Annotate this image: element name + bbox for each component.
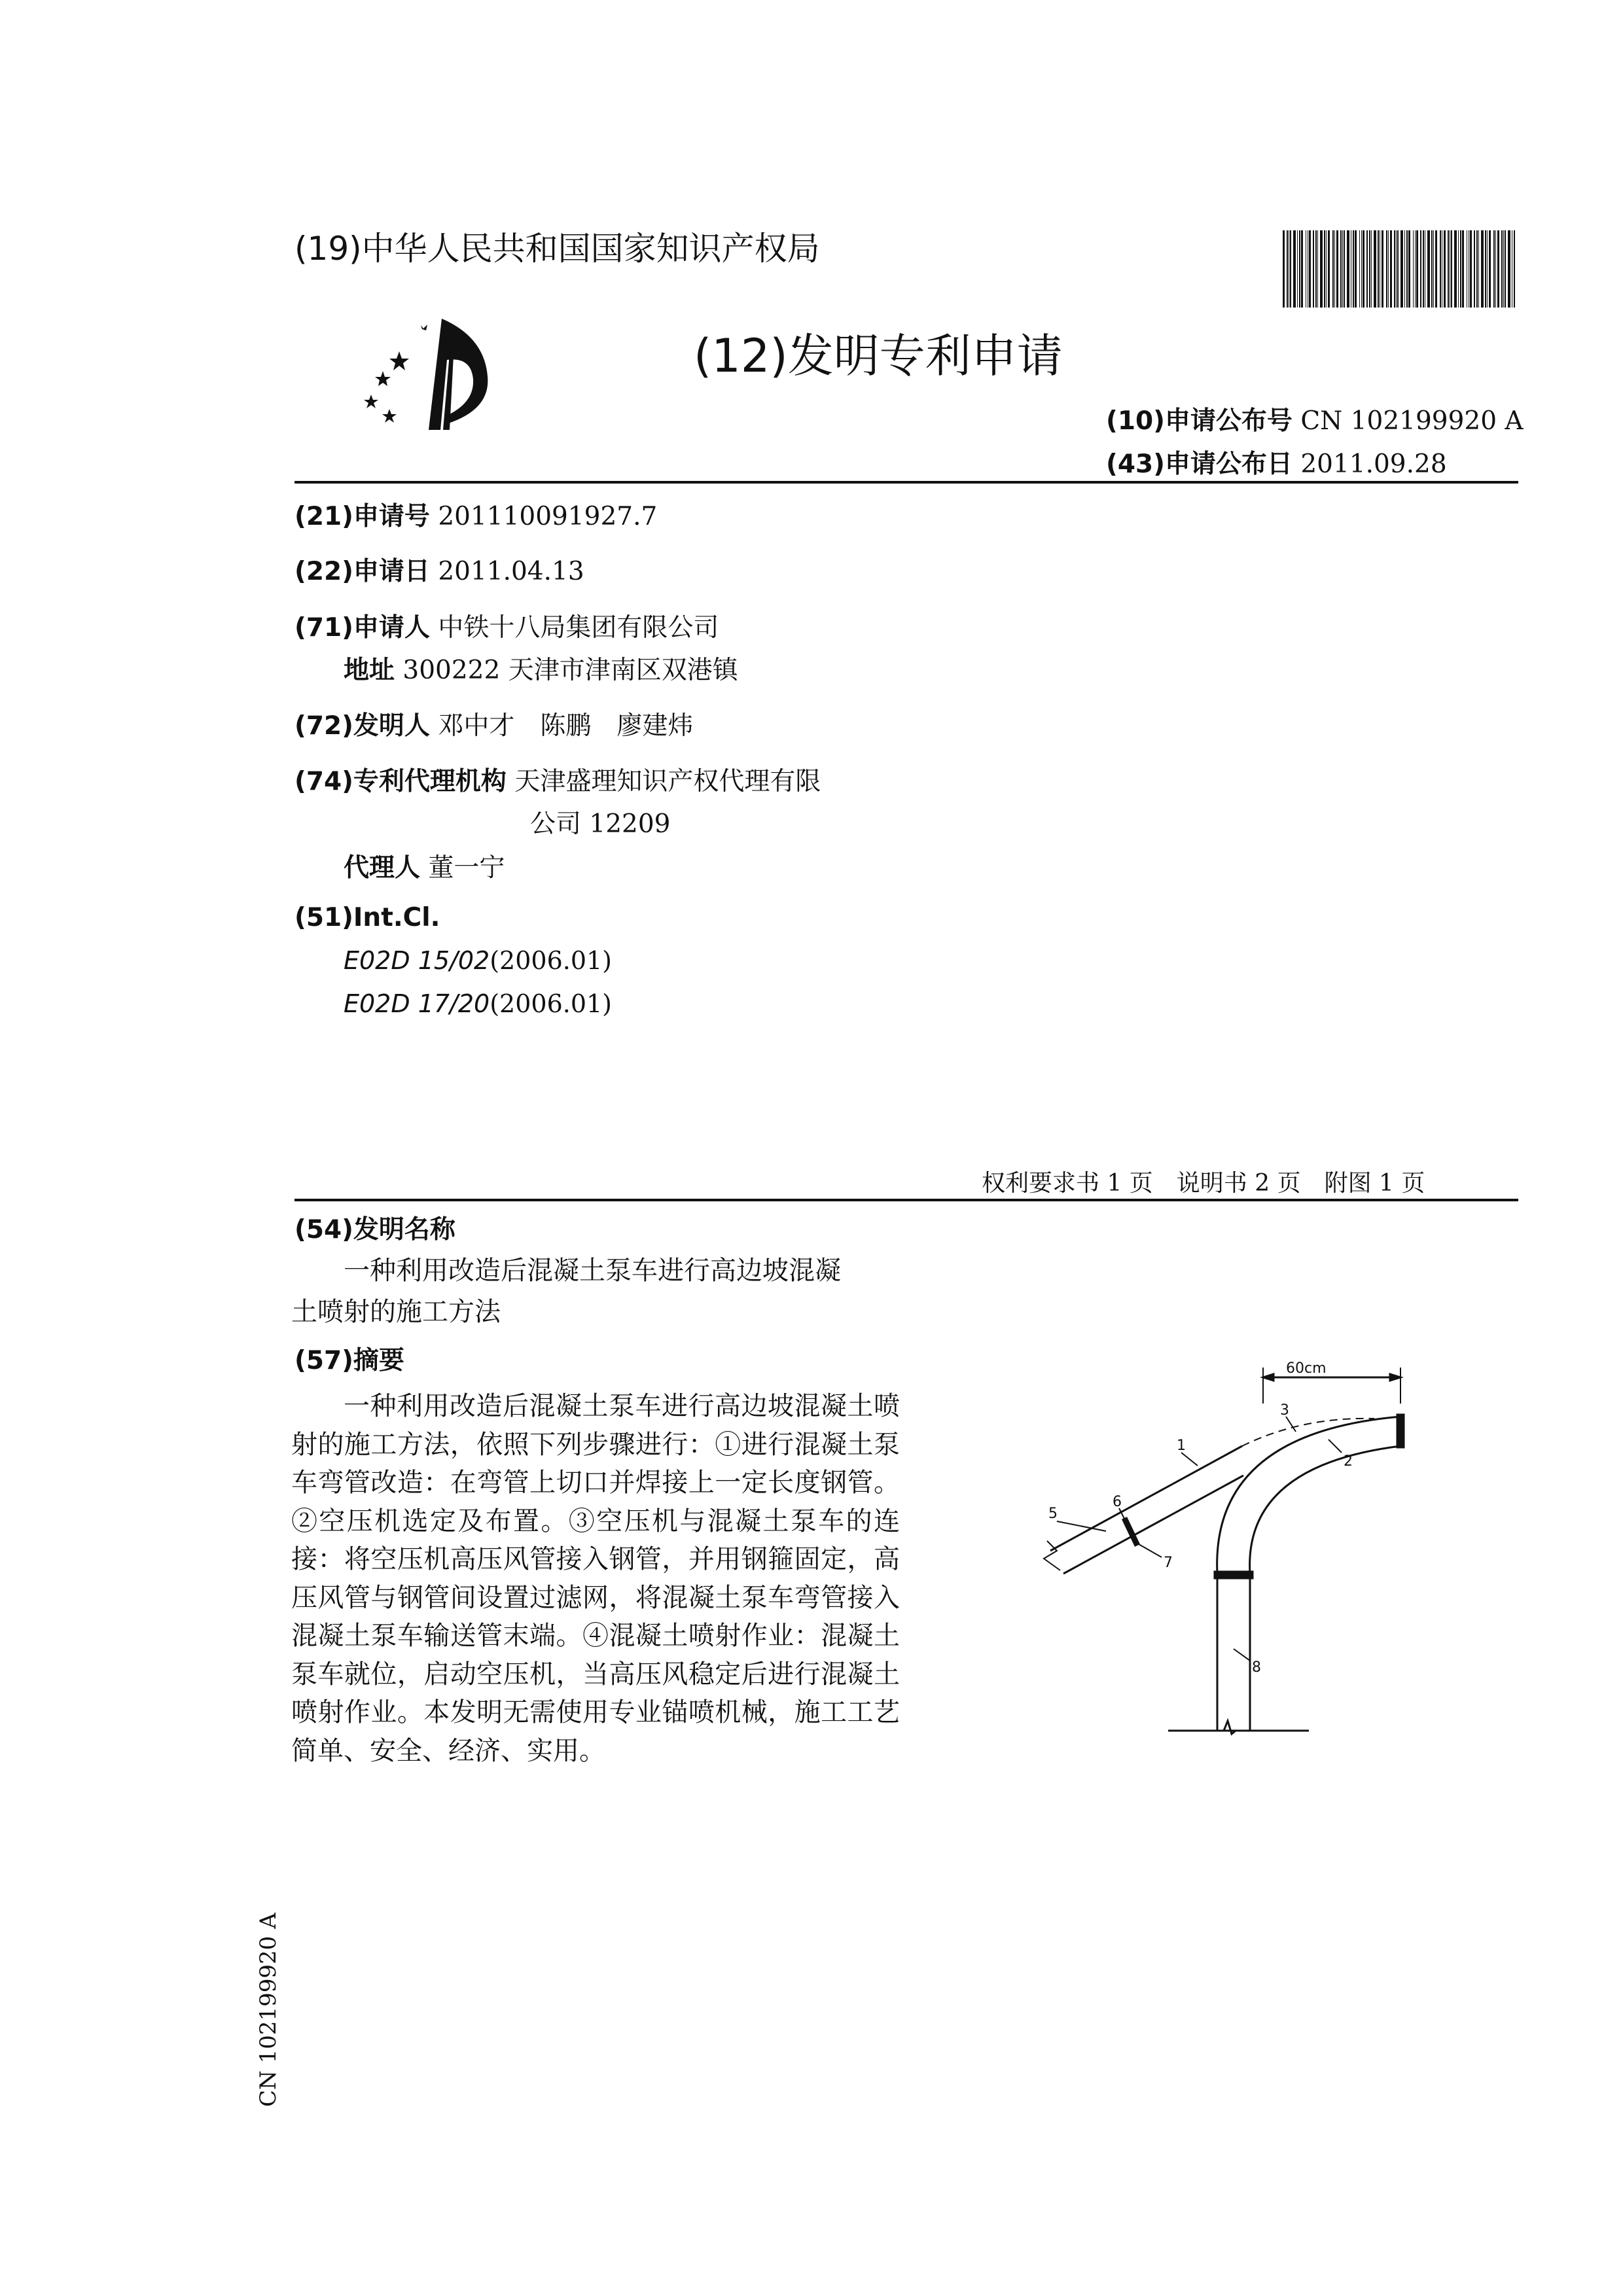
barcode-bar <box>1495 230 1496 308</box>
barcode-bar <box>1290 230 1291 308</box>
filing-date-label: (22)申请日 <box>294 557 430 586</box>
filing-date: 2011.04.13 <box>438 557 584 586</box>
barcode-bar <box>1374 230 1376 308</box>
barcode-bar <box>1344 230 1345 308</box>
dimension-label: 60cm <box>1286 1360 1327 1377</box>
document-type-title: (12)发明专利申请 <box>694 329 1063 383</box>
barcode-bar <box>1474 230 1475 308</box>
barcode-bar <box>1416 230 1418 308</box>
applicant: 中铁十八局集团有限公司 <box>438 613 719 643</box>
invention-title-label: (54)发明名称 <box>294 1215 455 1245</box>
address-label: 地址 <box>344 656 395 685</box>
barcode-bar <box>1366 230 1368 308</box>
invention-title-line-1: 一种利用改造后混凝土泵车进行高边坡混凝 <box>344 1256 841 1286</box>
barcode-bar <box>1371 230 1372 308</box>
barcode-bar <box>1283 230 1285 308</box>
barcode-bar <box>1487 230 1488 308</box>
barcode-bar <box>1324 230 1325 308</box>
ipc-code: E02D 17/20 <box>344 989 490 1018</box>
barcode-bar <box>1361 230 1362 308</box>
barcode-bar <box>1309 230 1311 308</box>
barcode-bar <box>1369 230 1370 308</box>
figure-label-5: 5 <box>1048 1506 1058 1522</box>
barcode-bar <box>1408 230 1410 308</box>
barcode-bar <box>1382 230 1383 308</box>
barcode <box>1283 230 1518 308</box>
steel-pipe-upper <box>1050 1446 1242 1551</box>
barcode-bar <box>1328 230 1330 308</box>
figure-label-2: 2 <box>1344 1453 1353 1470</box>
barcode-bar <box>1458 230 1459 308</box>
publication-number-row <box>1106 400 1524 437</box>
barcode-bar <box>1431 230 1433 308</box>
barcode-bar <box>1397 230 1399 308</box>
figure-label-7: 7 <box>1164 1555 1173 1571</box>
barcode-bar <box>1320 230 1323 308</box>
hose-break-mark <box>1044 1541 1060 1570</box>
barcode-bar <box>1406 230 1408 308</box>
publication-number: CN 102199920 A <box>1300 406 1524 436</box>
agent: 董一宁 <box>428 853 505 883</box>
barcode-bar <box>1501 230 1503 308</box>
barcode-bar <box>1505 230 1506 308</box>
bend-pipe-outer <box>1217 1417 1400 1574</box>
dimension-arrow <box>1263 1374 1274 1381</box>
figure-label-8: 8 <box>1252 1659 1261 1676</box>
barcode-bar <box>1470 230 1472 308</box>
publication-date-row <box>1106 444 1447 480</box>
publication-date-label: (43)申请公布日 <box>1106 450 1293 479</box>
barcode-bar <box>1301 230 1303 308</box>
barcode-bar <box>1396 230 1397 308</box>
barcode-bar <box>1332 230 1334 308</box>
summary-divider <box>294 1199 1518 1201</box>
barcode-bar <box>1451 230 1452 308</box>
barcode-bar <box>1413 230 1414 308</box>
barcode-bar <box>1454 230 1457 308</box>
barcode-bar <box>1404 230 1405 308</box>
page-count-summary: 权利要求书 1 页 说明书 2 页 附图 1 页 <box>982 1170 1425 1197</box>
agency-label: (74)专利代理机构 <box>294 767 507 796</box>
barcode-bar <box>1462 230 1464 308</box>
barcode-bar <box>1317 230 1318 308</box>
ipc-code: E02D 15/02 <box>344 946 490 975</box>
inventors-row <box>294 705 693 742</box>
barcode-bar <box>1476 230 1478 308</box>
applicant-row <box>294 607 719 644</box>
barcode-bar <box>1293 230 1296 308</box>
barcode-bar <box>1478 230 1479 308</box>
ipc-year: (2006.01) <box>490 989 613 1018</box>
publication-number-label: (10)申请公布号 <box>1106 406 1293 436</box>
invention-title-line-2: 土喷射的施工方法 <box>291 1297 501 1327</box>
figure-label-1: 1 <box>1177 1438 1186 1454</box>
cnipa-logo <box>363 311 517 442</box>
barcode-bar <box>1342 230 1343 308</box>
coupling-band <box>1215 1572 1253 1578</box>
barcode-bar <box>1340 230 1342 308</box>
barcode-bar <box>1440 230 1441 308</box>
steel-hoop <box>1124 1518 1137 1545</box>
application-number-row <box>294 496 657 533</box>
inventors: 邓中才 陈鹏 廖建炜 <box>438 711 694 741</box>
barcode-bar <box>1353 230 1354 308</box>
barcode-bar <box>1287 230 1288 308</box>
barcode-bar <box>1378 230 1379 308</box>
abstract-text: 一种利用改造后混凝土泵车进行高边坡混凝土喷射的施工方法，依照下列步骤进行：①进行混凝土泵车弯管改造：在弯管上切口并焊接上一定长度钢管。②空压机选定及布置。③空压机与混凝土泵车的连接：将空压机高压风管接入钢管，并用钢箍固定，高压风管与钢管间设置过滤网，将混凝土泵车弯管接入混凝土泵车输送管末端。④混凝土喷射作业：混凝土泵车就位，启动空压机，当高压风稳定后进行混凝土喷射作业。本发明无需使用专业锚喷机械，施工工艺简单、安全、经济、实用。 <box>291 1391 900 1766</box>
applicant-label: (71)申请人 <box>294 613 430 643</box>
barcode-bar <box>1427 230 1430 308</box>
header-divider <box>294 481 1518 484</box>
abstract-figure <box>1034 1354 1414 1747</box>
barcode-bar <box>1435 230 1437 308</box>
barcode-bar <box>1334 230 1335 308</box>
barcode-bar <box>1514 230 1515 308</box>
barcode-bar <box>1497 230 1499 308</box>
barcode-bar <box>1315 230 1317 308</box>
barcode-bar <box>1444 230 1446 308</box>
filing-date-row <box>294 551 584 588</box>
side-publication-number: CN 102199920 A <box>255 1913 281 2107</box>
barcode-bar <box>1394 230 1395 308</box>
dimension-arrow <box>1390 1374 1400 1381</box>
ipc-entry <box>344 989 612 1018</box>
agency-line-2: 公司 12209 <box>530 809 671 839</box>
ipc-year: (2006.01) <box>490 946 613 975</box>
address: 300222 天津市津南区双港镇 <box>402 656 738 685</box>
ipc-label <box>294 903 440 932</box>
barcode-bar <box>1423 230 1424 308</box>
application-number: 201110091927.7 <box>438 502 658 531</box>
barcode-bar <box>1363 230 1364 308</box>
barcode-bar <box>1347 230 1349 308</box>
barcode-bar <box>1489 230 1491 308</box>
barcode-bar <box>1313 230 1314 308</box>
bend-pipe-inner <box>1250 1446 1400 1574</box>
ipc-entry <box>344 946 612 975</box>
barcode-bar <box>1355 230 1357 308</box>
barcode-bar <box>1390 230 1392 308</box>
agency-line-1: 天津盛理知识产权代理有限 <box>514 767 821 796</box>
patent-office-name: (19)中华人民共和国国家知识产权局 <box>294 230 820 268</box>
agent-label: 代理人 <box>344 853 421 883</box>
barcode-bar <box>1297 230 1298 308</box>
ipc-label-text: (51)Int.Cl. <box>294 903 440 932</box>
barcode-bar <box>1415 230 1416 308</box>
publication-date: 2011.09.28 <box>1300 450 1447 479</box>
figure-label-3: 3 <box>1280 1402 1289 1419</box>
barcode-bar <box>1493 230 1495 308</box>
barcode-bar <box>1433 230 1434 308</box>
barcode-bar <box>1386 230 1387 308</box>
barcode-bar <box>1299 230 1300 308</box>
barcode-bar <box>1388 230 1389 308</box>
break-mark <box>1224 1721 1236 1734</box>
barcode-bar <box>1420 230 1421 308</box>
figure-label-6: 6 <box>1113 1494 1122 1510</box>
barcode-bar <box>1336 230 1338 308</box>
address-row <box>344 650 738 686</box>
barcode-bar <box>1359 230 1360 308</box>
inventors-label: (72)发明人 <box>294 711 430 741</box>
application-number-label: (21)申请号 <box>294 502 430 531</box>
abstract-label: (57)摘要 <box>294 1346 404 1375</box>
barcode-bar <box>1508 230 1510 308</box>
barcode-bar <box>1448 230 1449 308</box>
barcode-bar <box>1481 230 1484 308</box>
barcode-bar <box>1503 230 1504 308</box>
barcode-bar <box>1485 230 1486 308</box>
barcode-bar <box>1326 230 1327 308</box>
barcode-bar <box>1400 230 1403 308</box>
barcode-bar <box>1460 230 1461 308</box>
agent-row <box>344 847 505 884</box>
bend-pipe-outlet <box>1397 1415 1404 1447</box>
agency-row <box>294 761 821 798</box>
